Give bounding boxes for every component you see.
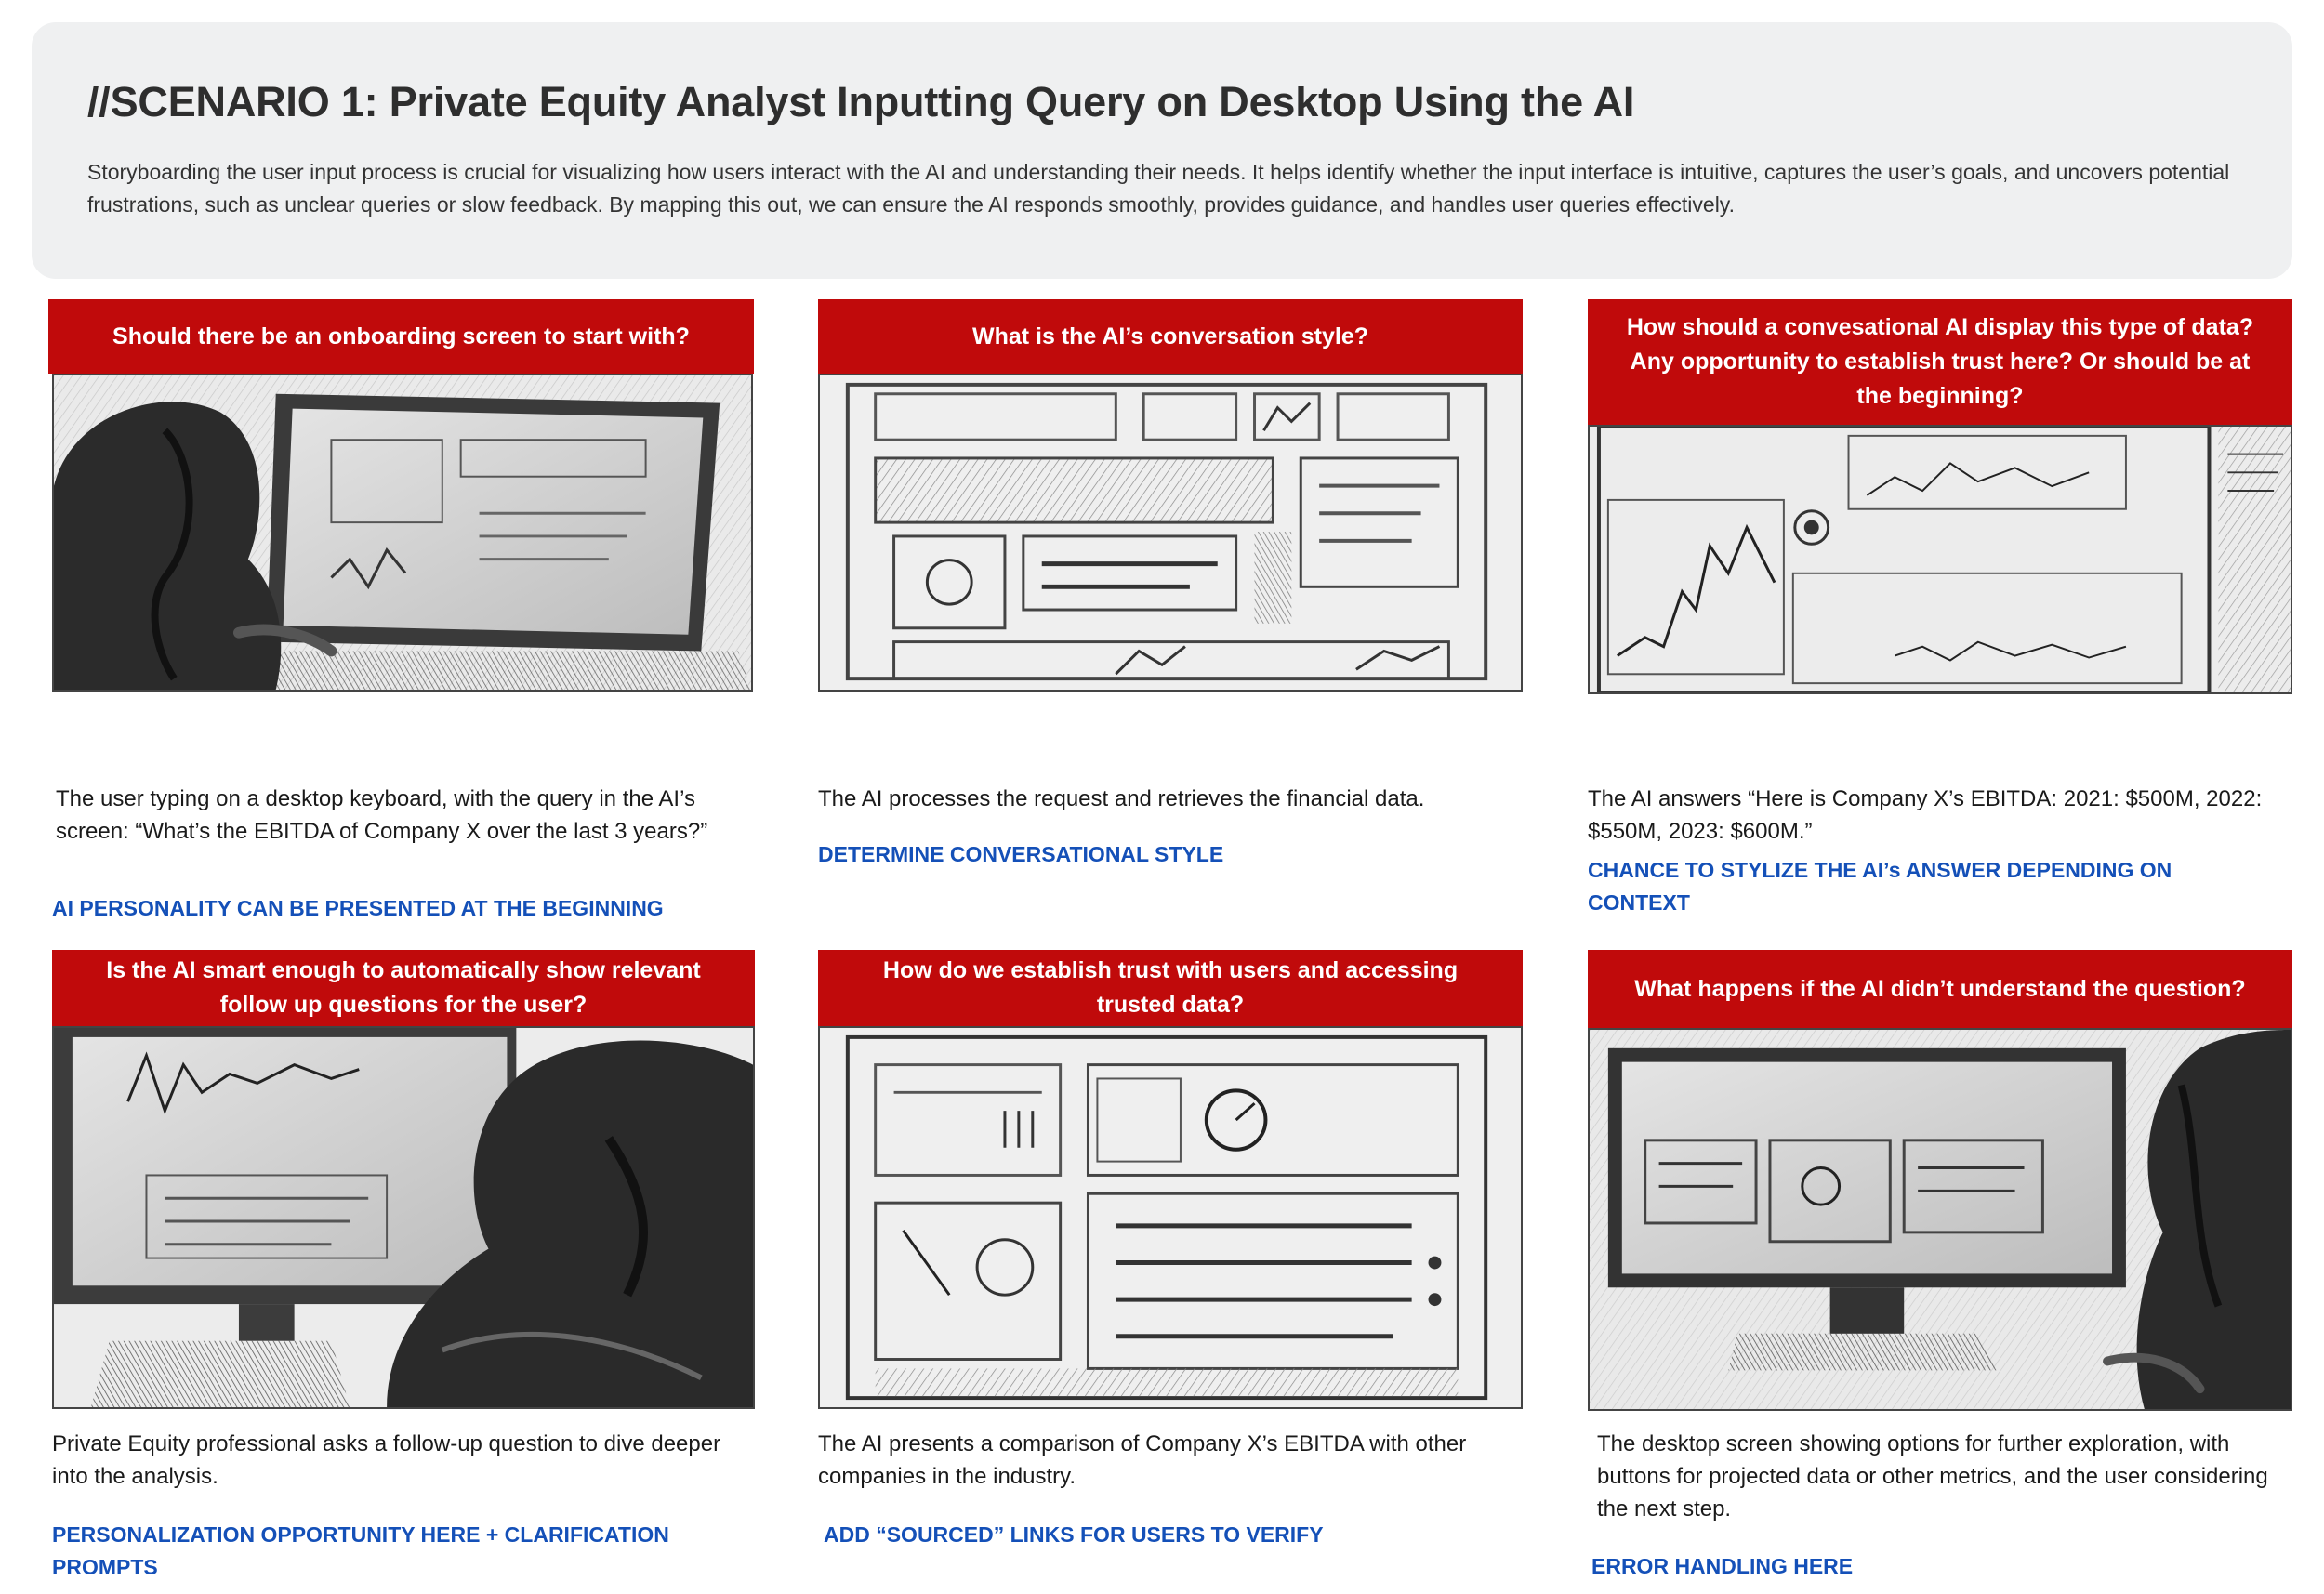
panel-question: Should there be an onboarding screen to start with? (48, 299, 754, 374)
storyboard-panel-4 (52, 950, 759, 1582)
panel-question: How should a convesational AI display this type of data? Any opportunity to establish trust here? Or should be at the beginning? (1588, 299, 2292, 425)
sketch-comparison-dashboard (818, 1026, 1523, 1409)
sketch-analyst-typing-at-desktop (52, 374, 753, 692)
panel-description: The AI presents a comparison of Company X’s EBITDA with other companies in the industry. (818, 1431, 1467, 1489)
panel-question: Is the AI smart enough to automatically show relevant follow up questions for the user? (52, 950, 755, 1026)
panel-description: The AI answers “Here is Company X’s EBITDA: 2021: $500M, 2022: $550M, 2023: $600M.” (1588, 786, 2263, 844)
storyboard-panel-6 (1588, 950, 2294, 1582)
sketch-financial-charts-screen (1588, 425, 2292, 694)
storyboard-panel-3 (1588, 299, 2294, 931)
panel-note: CHANCE TO STYLIZE THE AI’s ANSWER DEPENDING ON CONTEXT (1588, 858, 2172, 915)
panel-note: ERROR HANDLING HERE (1591, 1554, 1854, 1578)
panel-question: What is the AI’s conversation style? (818, 299, 1523, 374)
intro-paragraph: Storyboarding the user input process is crucial for visualizing how users interact with the AI and understanding their needs. It helps identify whether the input interface is intuitive, captures the user’s goals, and uncovers potential frustrations, such as unclear queries or slow feedback. By mapping this out, we can ensure the AI responds smoothly, provides guidance, and handles user queries effectively. (87, 160, 2230, 217)
panel-question: How do we establish trust with users and accessing trusted data? (818, 950, 1523, 1026)
panel-description: The AI processes the request and retrieves the financial data. (818, 786, 1425, 811)
panel-note: DETERMINE CONVERSATIONAL STYLE (818, 842, 1224, 866)
panel-note: PERSONALIZATION OPPORTUNITY HERE + CLARIFICATION PROMPTS (52, 1522, 669, 1579)
storyboard-panel-5 (818, 950, 1525, 1582)
page-title: //SCENARIO 1: Private Equity Analyst Inputting Query on Desktop Using the AI (87, 78, 1635, 125)
panel-note: AI PERSONALITY CAN BE PRESENTED AT THE BEGINNING (52, 896, 664, 920)
sketch-user-considering-options (1588, 1028, 2292, 1411)
storyboard-panel-1 (48, 299, 755, 931)
sketch-dashboard-screens (818, 374, 1523, 692)
storyboard-panel-2 (818, 299, 1525, 931)
panel-description: The desktop screen showing options for further exploration, with buttons for projected data or other metrics, and the user considering the next step. (1597, 1431, 2268, 1522)
intro-box (32, 22, 2292, 279)
panel-description: Private Equity professional asks a follow-up question to dive deeper into the analysis. (52, 1431, 721, 1489)
panel-description: The user typing on a desktop keyboard, with the query in the AI’s screen: “What’s the EBITDA of Company X over the last 3 years?” (56, 786, 708, 844)
sketch-analyst-follow-up (52, 1026, 755, 1409)
panel-note: ADD “SOURCED” LINKS FOR USERS TO VERIFY (824, 1522, 1324, 1547)
panel-question: What happens if the AI didn’t understand the question? (1588, 950, 2292, 1028)
